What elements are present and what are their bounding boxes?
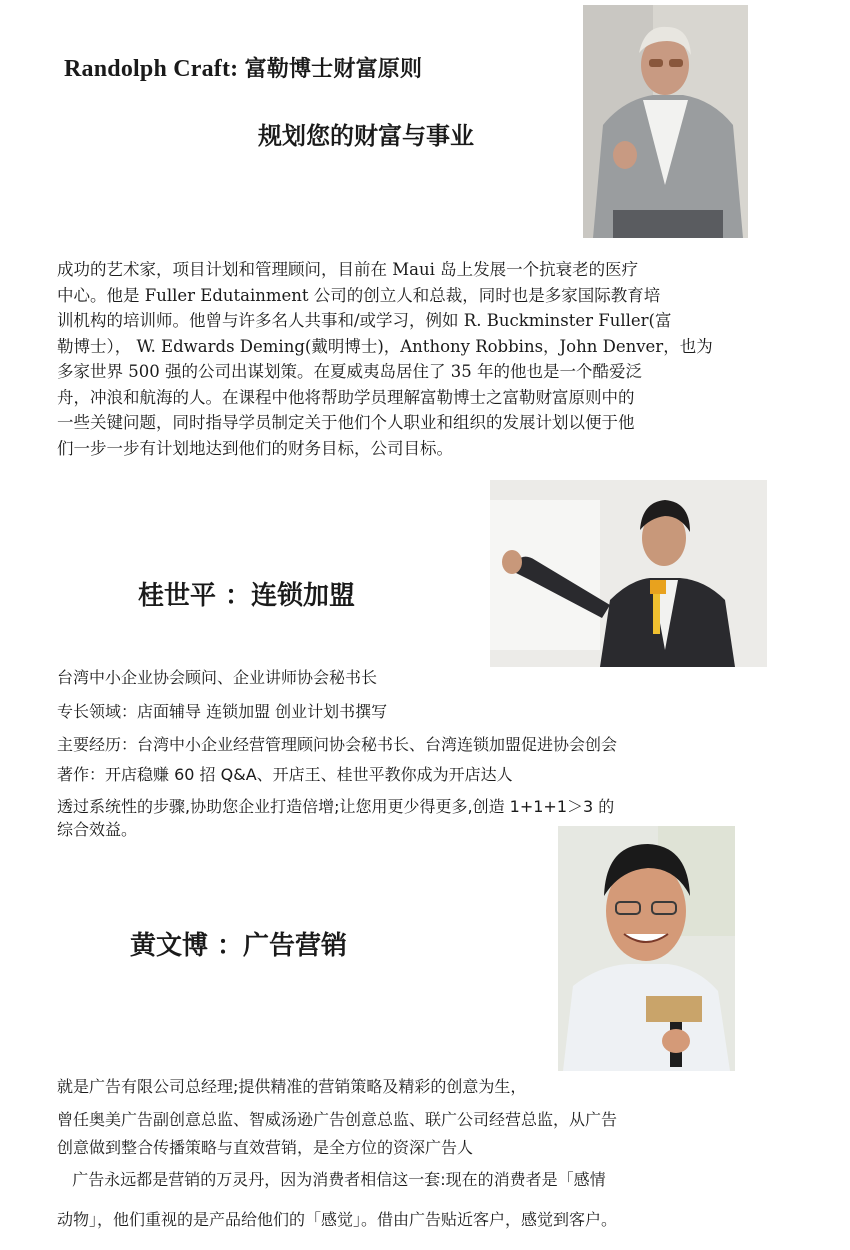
bio-line: 勒博士）， W. Edwards Deming(戴明博士)，Anthony Robbins，John Denver，也为	[57, 336, 713, 356]
section3-line: 动物」，他们重视的是产品给他们的「感觉」。借由广告贴近客户，感觉到客户。	[57, 1210, 618, 1229]
section3-line: 广告永远都是营销的万灵丹，因为消费者相信这一套:现在的消费者是「感情	[57, 1170, 606, 1189]
section1-title	[64, 52, 422, 83]
section2-line: 主要经历：台湾中小企业经营管理顾问协会秘书长、台湾连锁加盟促进协会创会	[57, 735, 618, 754]
section1-title-cn: 富勒博士财富原则	[244, 57, 423, 82]
section1-title-name: Randolph Craft:	[64, 56, 239, 82]
section3-line: 创意做到整合传播策略与直效营销，是全方位的资深广告人	[57, 1138, 474, 1157]
bio-line: 成功的艺术家，项目计划和管理顾问，目前在 Maui 岛上发展一个抗衰老的医疗	[57, 260, 639, 279]
section3-line: 就是广告有限公司总经理;提供精准的营销策略及精彩的创意为生，	[57, 1077, 527, 1096]
bio-line: 舟，冲浪和航海的人。在课程中他将帮助学员理解富勒博士之富勒财富原则中的	[57, 387, 635, 407]
bio-line: 们一步一步有计划地达到他们的财务目标，公司目标。	[57, 438, 453, 458]
huang-wenbo-photo	[558, 826, 735, 1071]
section1-subtitle: 规划您的财富与事业	[258, 122, 474, 150]
section2-line: 透过系统性的步骤,协助您企业打造倍增;让您用更少得更多,创造 1+1+1＞3 的	[57, 797, 615, 816]
section2-line: 台湾中小企业协会顾问、企业讲师协会秘书长	[57, 668, 378, 687]
randolph-craft-photo	[583, 5, 748, 238]
bio-line: 一些关键问题，同时指导学员制定关于他们个人职业和组织的发展计划以便于他	[57, 413, 635, 432]
section2-line: 著作：开店稳赚 60 招 Q&A、开店王、桂世平教你成为开店达人	[57, 765, 513, 784]
bio-line: 训机构的培训师。他曾与许多名人共事和/或学习，例如 R. Buckminster Fuller(富	[57, 311, 672, 330]
gui-shiping-photo	[490, 480, 767, 667]
section2-line: 专长领域：店面辅导 连锁加盟 创业计划书撰写	[57, 702, 388, 721]
bio-line: 中心。他是 Fuller Edutainment 公司的创立人和总裁，同时也是多家国际教育培	[57, 285, 661, 305]
section3-heading: 黄文博 ：广告营销	[130, 931, 348, 961]
section2-heading: 桂世平 ：连锁加盟	[138, 581, 356, 611]
bio-line: 多家世界 500 强的公司出谋划策。在夏威夷岛居住了 35 年的他也是一个酷爱泛	[57, 362, 642, 381]
section1-bio	[57, 257, 785, 461]
section2-line: 综合效益。	[57, 820, 138, 839]
section3-line: 曾任奥美广告副创意总监、智威汤逊广告创意总监、联广公司经营总监，从广告	[57, 1110, 618, 1129]
